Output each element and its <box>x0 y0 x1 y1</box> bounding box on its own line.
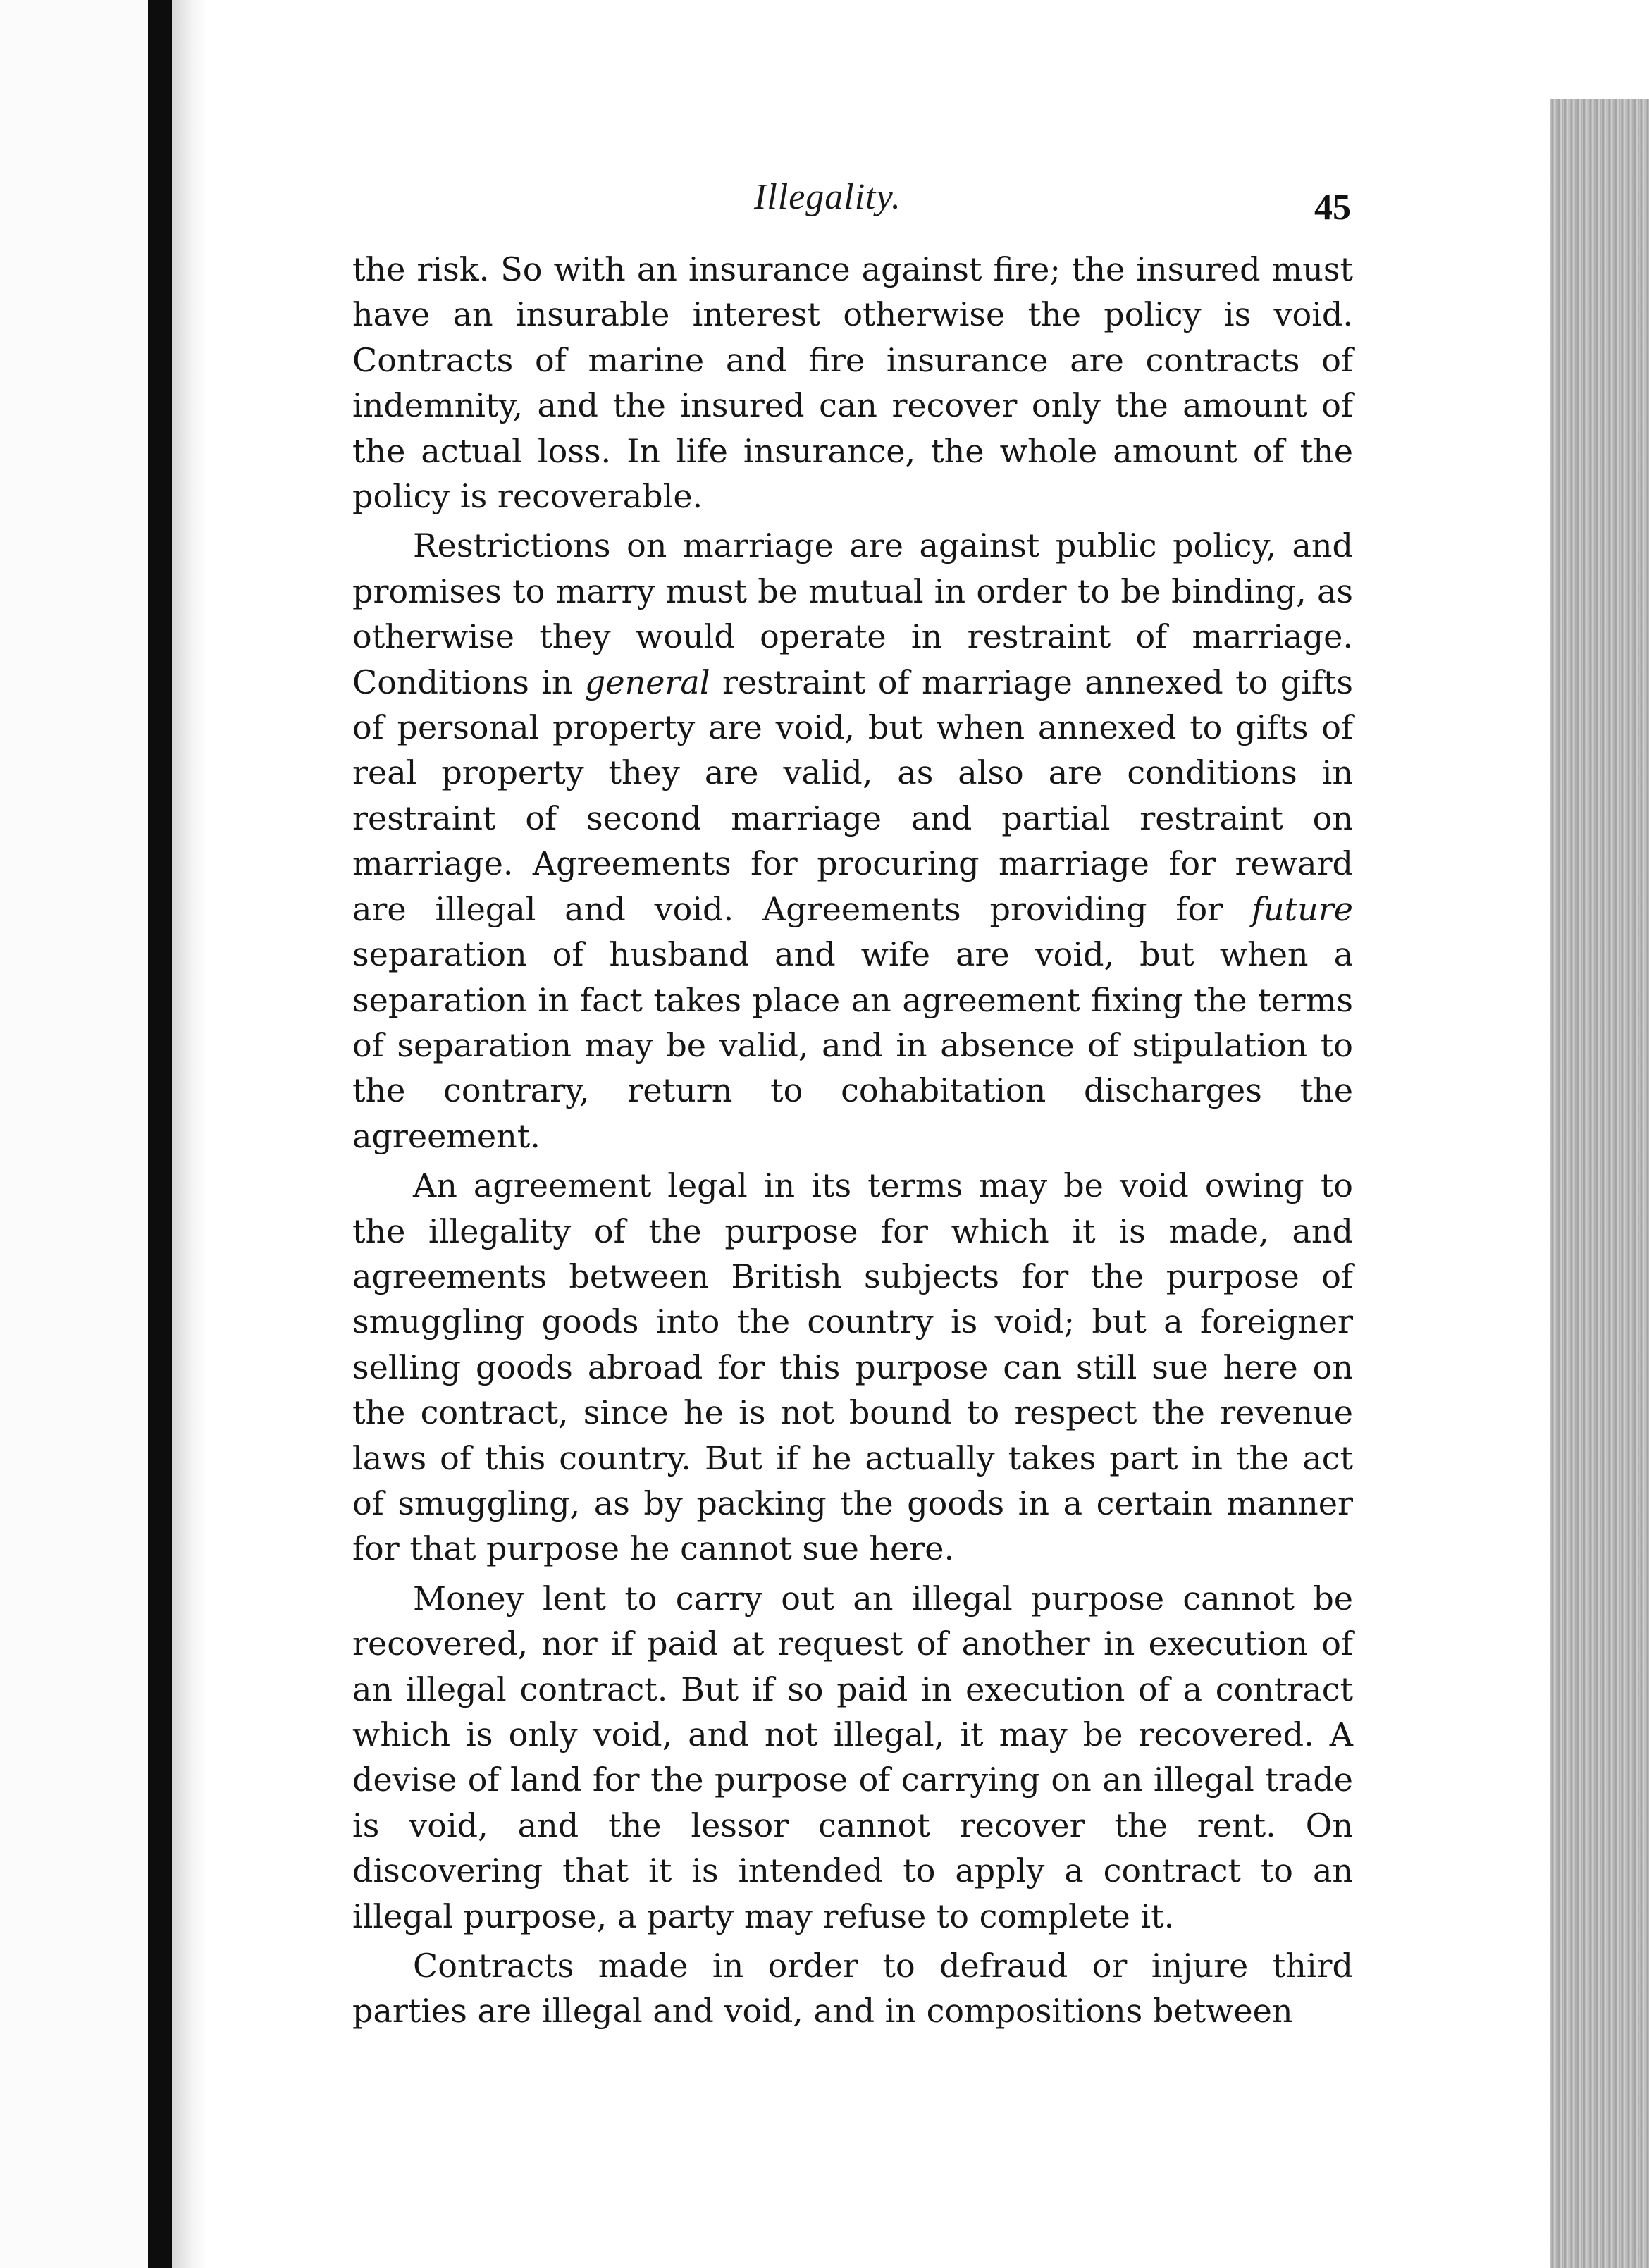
paragraph-fraud <box>352 1943 1353 2034</box>
gutter-shadow <box>172 0 207 2268</box>
paragraph-money-lent <box>352 1576 1353 1939</box>
italic-term: general <box>584 662 710 701</box>
paragraph-text: separation of husband and wife are void, but when a separation in fact takes place an agreement fixing the terms of separation may be valid, and in absence of stipulation to the contrary, return to cohabitation discharges the agreement. <box>352 935 1353 1155</box>
book-gutter <box>148 0 172 2268</box>
paragraph-text: restraint of marriage annexed to gifts of personal property are void, but when annexed to gifts of real property they are valid, as also are conditions in restraint of second marriage and partial restraint on marriage. Agreements for procuring marriage for reward are illegal and void. Agreements providing for <box>352 662 1353 928</box>
italic-term: future <box>1252 889 1353 928</box>
paragraph-text: Contracts made in order to defraud or injure third parties are illegal and void, and in compositions between <box>352 1947 1353 2030</box>
paragraph-text: Restrictions on marriage are against public policy, and promises to marry must be mutual in order to be binding, as otherwise they would operate in restraint of marriage. Conditions in <box>352 526 1353 701</box>
fore-edge-top-blank <box>1550 0 1649 99</box>
page-number: 45 <box>1314 187 1351 228</box>
paragraph-marriage <box>352 523 1353 1159</box>
paragraph-text: Money lent to carry out an illegal purpose cannot be recovered, nor if paid at request of another in execution of an illegal contract. But if so paid in execution of a contract which is only void, and not illegal, it may be recovered. A devise of land for the purpose of carrying on an illegal trade is void, and the lessor cannot recover the rent. On discovering that it is intended to apply a contract to an illegal purpose, a party may refuse to complete it. <box>352 1579 1353 1935</box>
paragraph-continuation <box>352 247 1353 519</box>
body-text <box>352 247 1353 2034</box>
running-head: Illegality. <box>754 177 901 217</box>
paragraph-text: the risk. So with an insurance against fire; the insured must have an insurable interest otherwise the policy is void. Contracts of marine and fire insurance are contracts of indemnity, and the insured can recover only the amount of the actual loss. In life insurance, the whole amount of the policy is recoverable. <box>352 250 1353 516</box>
page-fore-edge <box>1550 0 1649 2268</box>
paragraph-text: An agreement legal in its terms may be void owing to the illegality of the purpose for which it is made, and agreements between British subjects for the purpose of smuggling goods into the country is void; but a foreigner selling goods abroad for this purpose can still sue here on the contract, since he is not bound to respect the revenue laws of this country. But if he actually takes part in the act of smuggling, as by packing the goods in a certain manner for that purpose he cannot sue here. <box>352 1166 1353 1568</box>
paragraph-smuggling <box>352 1163 1353 1572</box>
facing-page-margin <box>0 0 148 2268</box>
